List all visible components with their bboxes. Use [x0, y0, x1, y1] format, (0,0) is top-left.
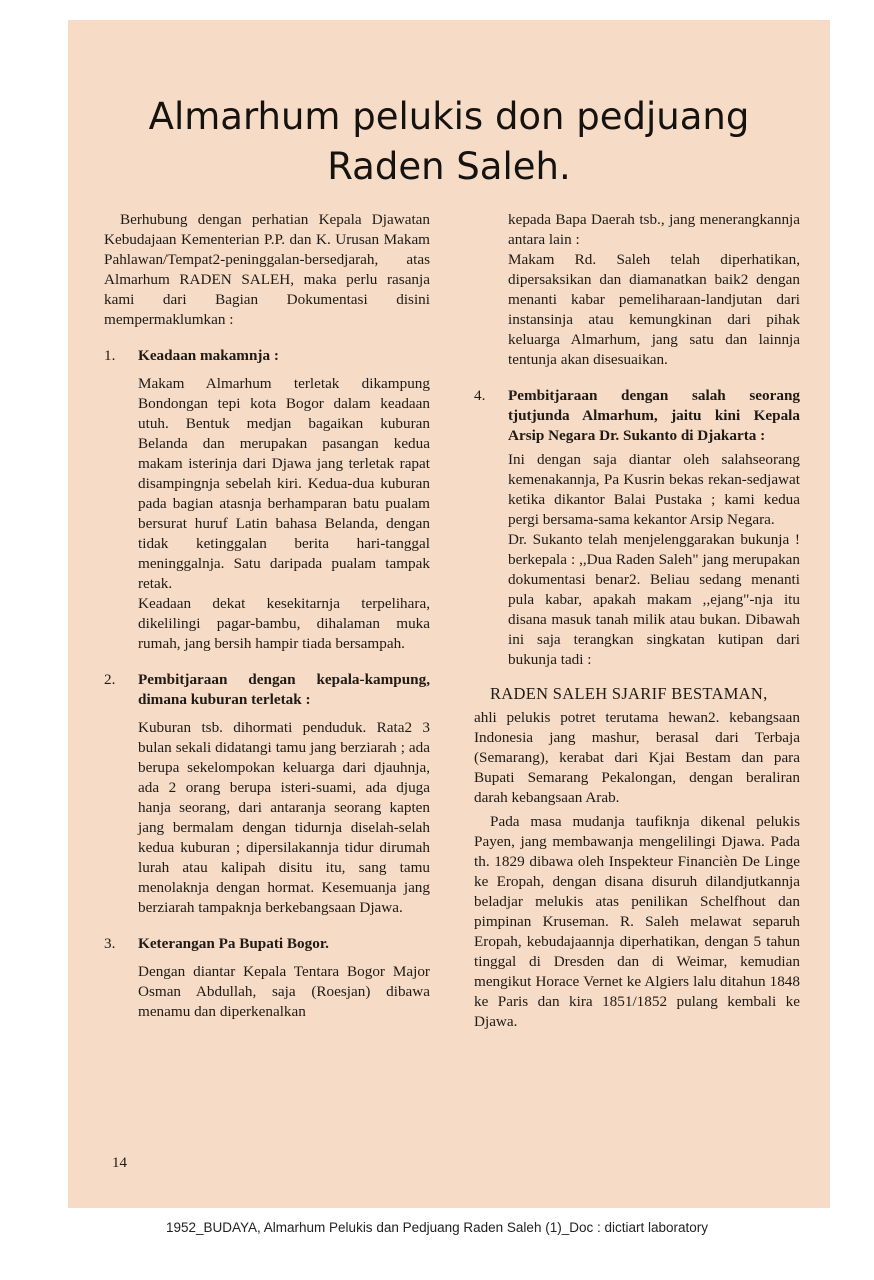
- article-title-line-1: Almarhum pelukis don pedjuang: [148, 95, 750, 138]
- biography-title: RADEN SALEH SJARIF BESTAMAN,: [490, 684, 768, 703]
- section-heading: Pembitjaraan dengan salah seorang tjutjunda Almarhum, jaitu kini Kepala Arsip Negara Dr. Sukanto di Djakarta :: [508, 387, 800, 444]
- section-paragraph: Keadaan dekat kesekitarnja terpelihara, dikelilingi pagar-bambu, dihalaman muka rumah, jang bersih hampir tiada bersampah.: [138, 595, 430, 652]
- biography-paragraph: Pada masa mudanja taufiknja dikenal pelukis Payen, jang membawanja mengelilingi Djawa. Pada th. 1829 dibawa oleh Inspekteur Financièn De Linge ke Eropah, dengan disana disuruh dilandjutkannja beladjar melukis atas penilikan Schelfhout dan pimpinan Kruseman. R. Saleh melawat separuh Eropah, kebudajaannja diperhatikan, dengan 5 tahun tinggal di Dresden dan di Weimar, kemudian mengikut Horace Vernet ke Algiers lalu ditahun 1848 ke Paris dan kira 1851/1852 pulang kembali ke Djawa.: [474, 813, 800, 1030]
- left-column: [104, 210, 430, 1022]
- section-1: [104, 346, 430, 654]
- section-paragraph: Makam Almarhum terletak dikampung Bondongan tepi kota Bogor dalam keadaan utuh. Bentuk medjan bagaikan kuburan Belanda dan merupakan pasangan kedua makam isterinja dari Djawa jang terletak rapat disampingnja sebelah kiri. Kedua-dua kuburan pada bagian atasnja berhamparan batu pualam bersurat huruf Latin bahasa Belanda, dengan tidak ketinggalan berita hari-tanggal meninggalnja. Satu daripada pualam tampak retak.: [138, 375, 430, 592]
- continuation-paragraph: kepada Bapa Daerah tsb., jang menerangkannja antara lain :: [508, 211, 800, 248]
- section-number: 4.: [474, 387, 486, 404]
- continuation-paragraph: Makam Rd. Saleh telah diperhatikan, dipersaksikan dan diamanatkan baik2 dengan menanti kabar pemeliharaan-landjutan dari instansinja atau kemungkinan dari pihak keluarga Almarhum, jang satu dan lainnja tentunja akan disesuaikan.: [508, 251, 800, 368]
- section-3: [104, 934, 430, 1022]
- section-number: 1.: [104, 347, 116, 364]
- section-heading: Pembitjaraan dengan kepala-kampung, dimana kuburan terletak :: [138, 671, 430, 708]
- section-heading: Keadaan makamnja :: [138, 347, 279, 364]
- section-paragraph: Dr. Sukanto telah menjelenggarakan bukunja ! berkepala : ,,Dua Raden Saleh" jang merupakan dokumentasi benar2. Beliau sedang menanti pula kabar, apakah makam ,,ejang"-nja itu disana masuk tanah milik atau bukan. Dibawah ini saja terangkan singkatan kutipan dari bukunja tadi :: [508, 531, 800, 668]
- section-paragraph: Ini dengan saja diantar oleh salahseorang kemenakannja, Pa Kusrin bekas rekan-sedjawat ketika dikantor Balai Pustaka ; kami kedua pergi bersama-sama kekantor Arsip Negara.: [508, 451, 800, 528]
- section-number: 3.: [104, 935, 116, 952]
- section-paragraph: Dengan diantar Kepala Tentara Bogor Major Osman Abdullah, saja (Roesjan) dibawa menamu dan diperkenalkan: [138, 963, 430, 1020]
- intro-paragraph: Berhubung dengan perhatian Kepala Djawatan Kebudajaan Kementerian P.P. dan K. Urusan Makam Pahlawan/Tempat2-peninggalan-bersedjarah, atas Almarhum RADEN SALEH, maka perlu rasanja kami dari Bagian Dokumentasi disini mempermaklumkan :: [104, 211, 430, 328]
- section-4: [474, 386, 800, 670]
- section-2: [104, 670, 430, 918]
- article-title-line-2: Raden Saleh.: [327, 145, 571, 188]
- section-number: 2.: [104, 671, 116, 688]
- page-number: 14: [112, 1155, 127, 1171]
- right-column: [474, 210, 800, 1032]
- section-paragraph: Kuburan tsb. dihormati penduduk. Rata2 3 bulan sekali didatangi tamu jang berziarah ; ada berupa sekelompokan keluarga dari djauhnja, ada 2 orang berupa isteri-suami, ada djuga hanja seorang, dari antaranja seorang kapten jang bermalam dengan tidurnja diselah-selah kedua kuburan ; dipersilakannja tidur dirumah lurah atau kalipah disitu itu, sang tamu menolaknja dengan hormat. Kesemuanja jang berziarah tampaknja berkebangsaan Djawa.: [138, 719, 430, 916]
- document-page: [68, 20, 830, 1208]
- section-heading: Keterangan Pa Bupati Bogor.: [138, 935, 329, 952]
- biography-paragraph: ahli pelukis potret terutama hewan2. kebangsaan Indonesia jang mashur, berasal dari Terbaja (Semarang), kerabat dari Kjai Bestam dan para Bupati Semarang Pekalongan, dengan beraliran darah kebangsaan Arab.: [474, 709, 800, 806]
- image-caption: 1952_BUDAYA, Almarhum Pelukis dan Pedjuang Raden Saleh (1)_Doc : dictiart laboratory: [165, 1220, 709, 1235]
